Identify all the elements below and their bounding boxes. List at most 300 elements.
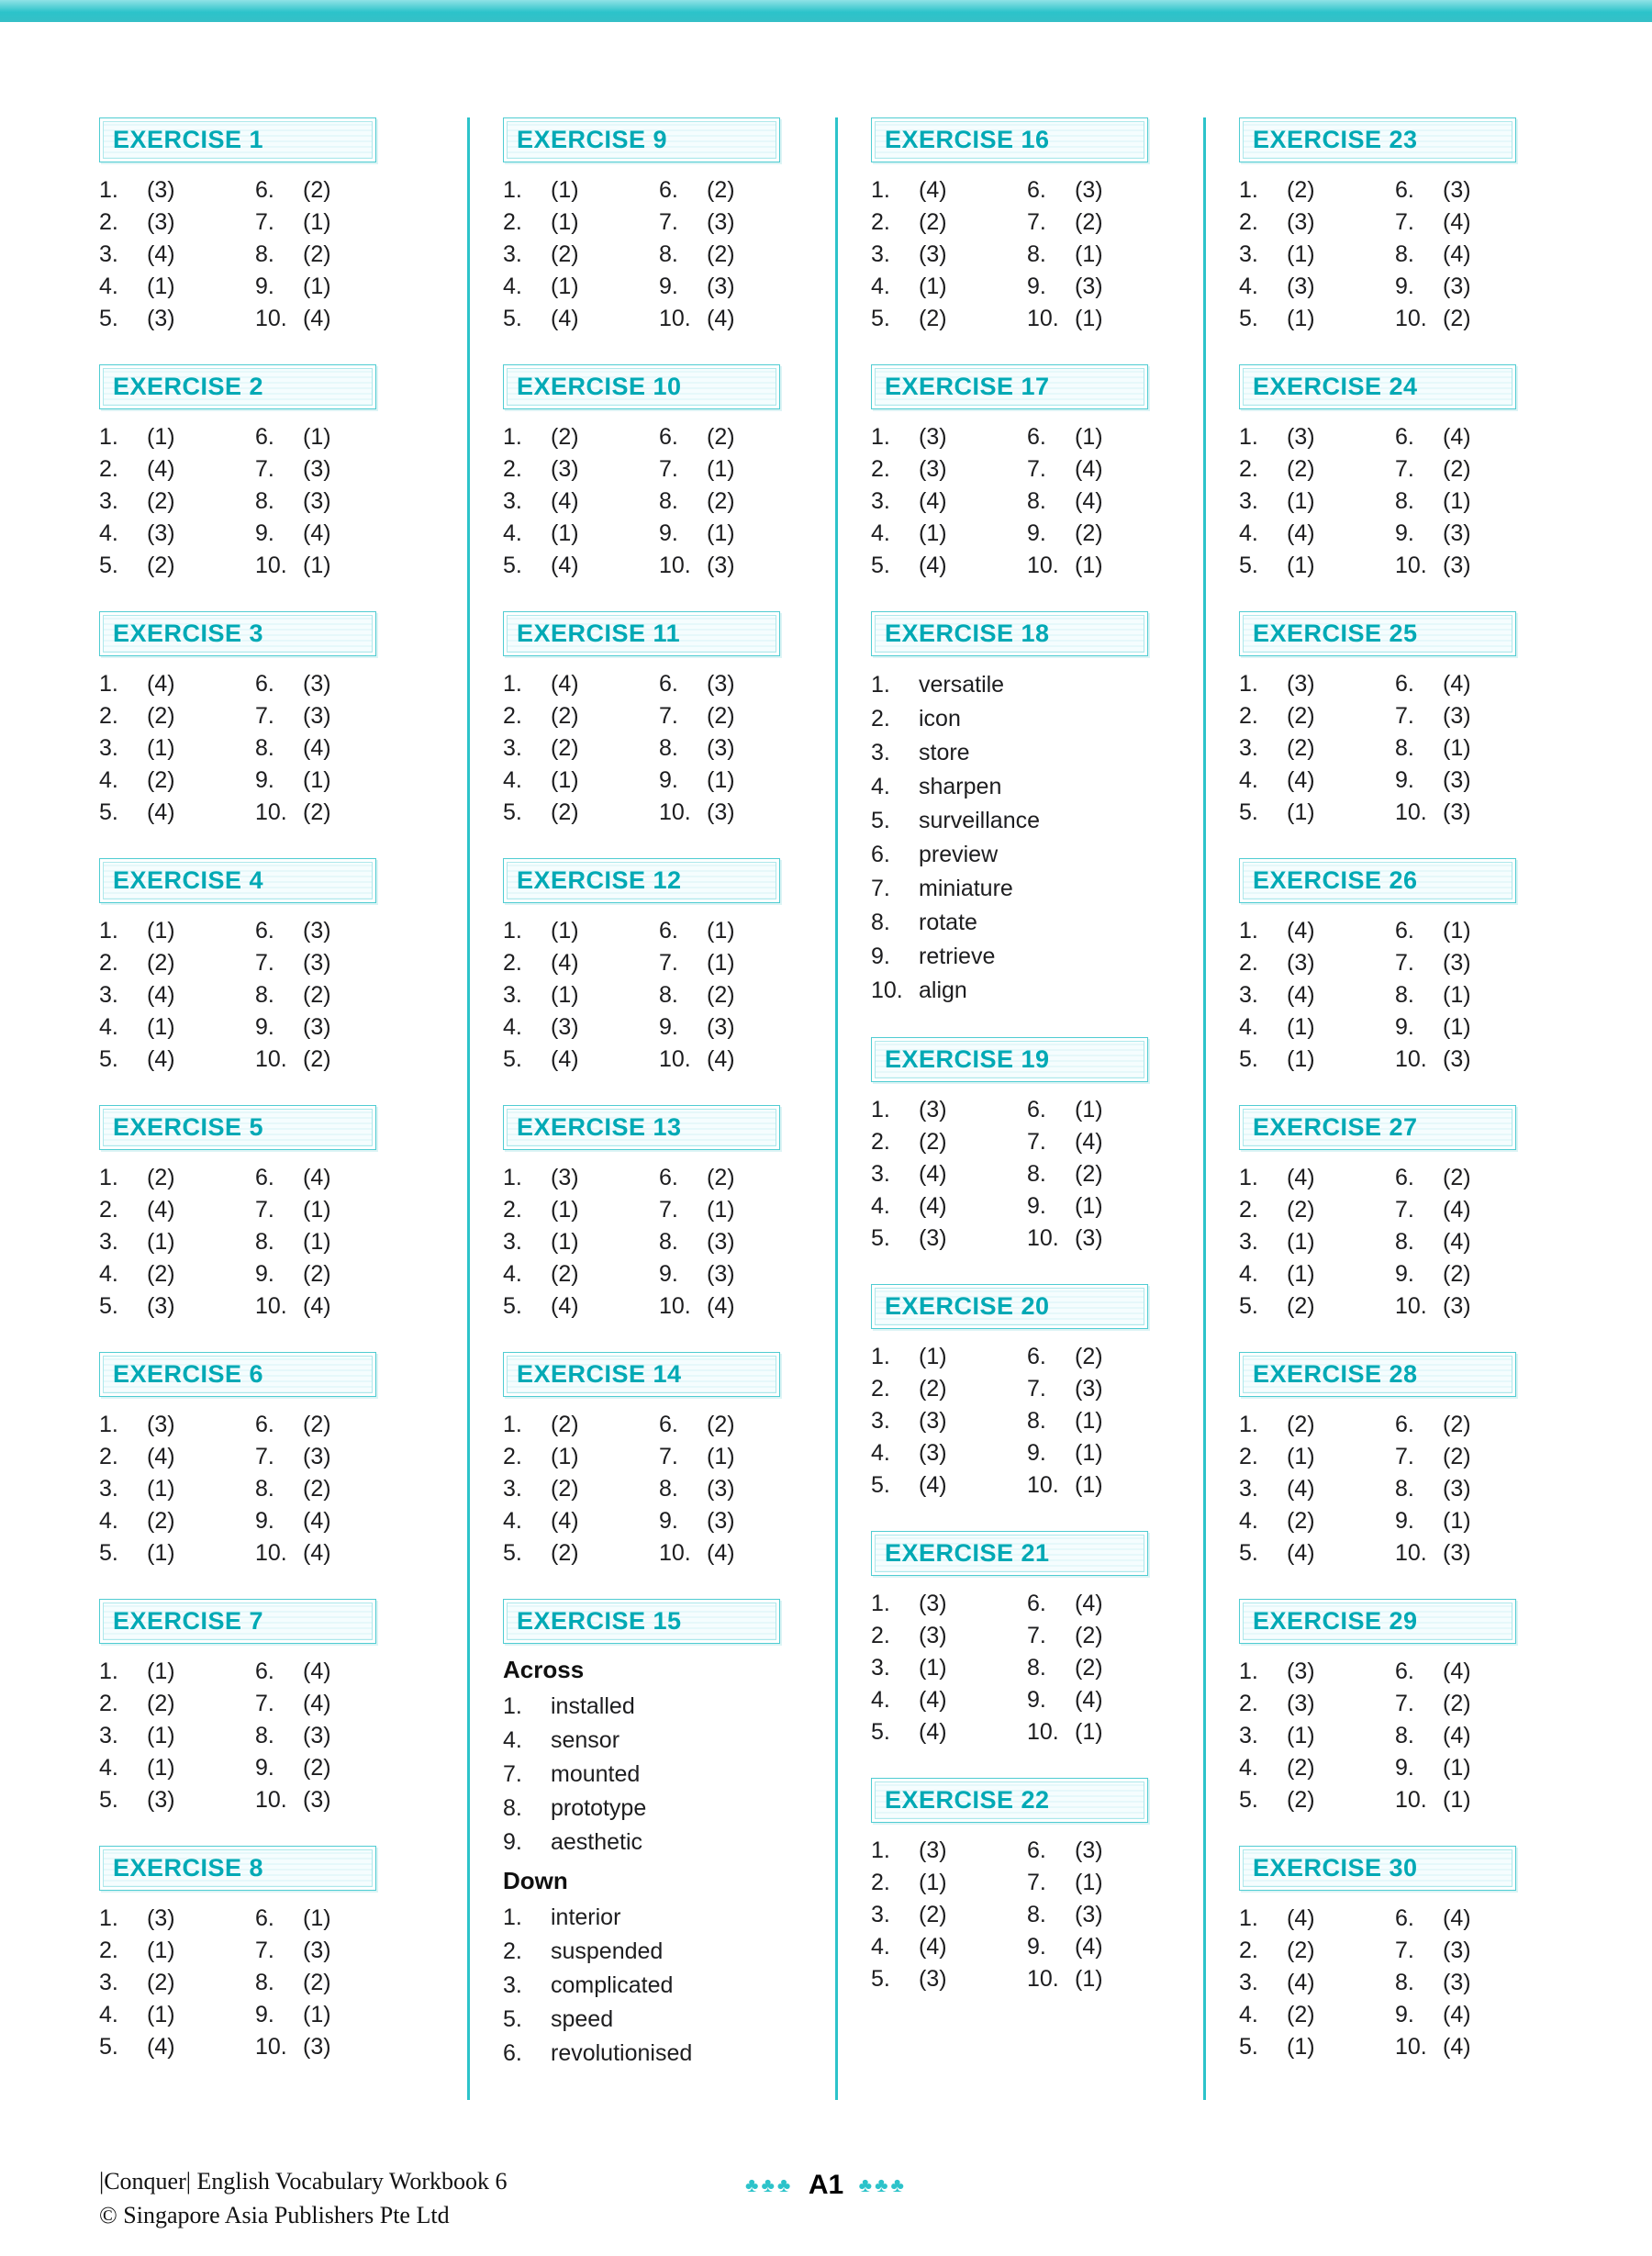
answer-number: 5. [1239, 306, 1258, 331]
answer-row [99, 303, 255, 335]
answer-row [1395, 1537, 1471, 1569]
answer-row [255, 1473, 331, 1505]
answer-number: 7. [1395, 1938, 1414, 1963]
exercise-title: EXERCISE 22 [871, 1778, 1148, 1823]
exercise-block [1239, 611, 1547, 829]
answer-value: (3) [1075, 1225, 1103, 1251]
answer-value: (3) [147, 520, 175, 546]
answer-value: (2) [1075, 1161, 1103, 1187]
answer-value: (1) [303, 1229, 331, 1255]
answer-number: 9. [255, 1508, 274, 1534]
answer-number: 8. [1395, 1723, 1414, 1748]
answer-row [1027, 1963, 1103, 1995]
answer-value: (4) [551, 1046, 579, 1072]
answer-number: 7. [255, 1444, 274, 1469]
answer-value: (4) [551, 671, 579, 697]
answer-value: (2) [551, 1261, 579, 1287]
exercise-block [503, 117, 811, 335]
answer-row [1239, 1656, 1395, 1688]
answer-number: 10. [1027, 1472, 1059, 1498]
answers-grid [871, 1588, 1179, 1748]
answer-value: (1) [1287, 488, 1315, 514]
answer-row [503, 1290, 659, 1323]
answer-row [255, 486, 331, 518]
answer-number: 5. [871, 1225, 890, 1251]
answer-row [1395, 765, 1471, 797]
answer-row [659, 1258, 735, 1290]
answers-right [1395, 1656, 1471, 1816]
answer-row [503, 239, 659, 271]
answer-value: (1) [551, 918, 579, 944]
answer-number: 3. [871, 1655, 890, 1681]
answers-right [1395, 1409, 1471, 1569]
answer-number: 2. [503, 1444, 522, 1469]
answer-number: 5. [99, 306, 118, 331]
answer-number: 10. [659, 1046, 691, 1072]
answer-number: 5. [99, 1293, 118, 1319]
answers-left [1239, 1656, 1395, 1816]
answer-number: 6. [255, 1412, 274, 1437]
answer-number: 10. [1027, 1966, 1059, 1992]
answer-value: (1) [1287, 553, 1315, 578]
answer-row [503, 486, 659, 518]
answer-row [503, 1724, 811, 1758]
exercise-title: EXERCISE 13 [503, 1105, 780, 1150]
answer-number: 8. [255, 735, 274, 761]
answer-number: 7. [1027, 456, 1046, 482]
exercise-title: EXERCISE 12 [503, 858, 780, 903]
answer-row [255, 1409, 331, 1441]
answer-value: (2) [303, 1476, 331, 1502]
answer-row [1239, 1473, 1395, 1505]
answer-number: 2. [1239, 950, 1258, 976]
answer-number: 3. [1239, 1723, 1258, 1748]
answer-value: (3) [551, 1014, 579, 1040]
answer-value: (1) [1287, 1444, 1315, 1469]
answer-row [255, 732, 331, 765]
answer-number: 8. [1027, 1655, 1046, 1681]
top-accent-bar [0, 0, 1652, 22]
answer-number: 3. [503, 982, 522, 1008]
exercise-title: EXERCISE 21 [871, 1531, 1148, 1576]
answer-row [99, 1505, 255, 1537]
exercise-block [99, 117, 443, 335]
answer-row [503, 207, 659, 239]
answer-number: 3. [99, 1970, 118, 1995]
answer-value: (1) [147, 1938, 175, 1963]
answer-number: 4. [871, 774, 890, 799]
exercise-title: EXERCISE 1 [99, 117, 376, 162]
answer-value: (1) [1075, 1408, 1103, 1434]
answers-right [255, 1162, 331, 1323]
answer-row [871, 1341, 1027, 1373]
answers-left [871, 1835, 1027, 1995]
answer-row [871, 518, 1027, 550]
answer-number: 4. [1239, 1261, 1258, 1287]
answer-value: (2) [707, 241, 735, 267]
answer-value: (1) [551, 177, 579, 203]
answer-number: 3. [871, 1902, 890, 1927]
answer-number: 3. [503, 241, 522, 267]
exercise-block [503, 1599, 811, 2071]
answer-row [255, 2031, 331, 2063]
answer-value: (2) [1443, 306, 1471, 331]
answer-value: retrieve [919, 944, 996, 969]
answer-number: 1. [1239, 1165, 1258, 1190]
answer-value: (1) [1287, 2034, 1315, 2060]
answer-number: 5. [871, 1719, 890, 1745]
answer-row [503, 732, 659, 765]
answer-row [1239, 979, 1395, 1011]
answers-grid [1239, 174, 1547, 335]
answer-number: 10. [255, 1293, 287, 1319]
answer-row [871, 1223, 1027, 1255]
answers-grid [99, 1162, 443, 1323]
answer-value: (3) [919, 1837, 947, 1863]
exercise-title: EXERCISE 23 [1239, 117, 1516, 162]
exercise-title: EXERCISE 2 [99, 364, 376, 409]
answer-value: (1) [1075, 1440, 1103, 1466]
answer-row [503, 303, 659, 335]
answer-row [99, 915, 255, 947]
answers-left [99, 1162, 255, 1323]
answer-value: (1) [303, 1905, 331, 1931]
answer-number: 8. [1027, 1902, 1046, 1927]
answer-number: 3. [503, 1972, 522, 1998]
answer-row [503, 1258, 659, 1290]
answer-number: 7. [1395, 950, 1414, 976]
answer-number: 5. [871, 553, 890, 578]
exercise-title: EXERCISE 5 [99, 1105, 376, 1150]
answer-number: 2. [1239, 1691, 1258, 1716]
answer-number: 4. [99, 1755, 118, 1781]
answer-row [1395, 979, 1471, 1011]
answer-value: (2) [707, 1412, 735, 1437]
answer-number: 8. [1395, 241, 1414, 267]
answer-number: 1. [503, 1693, 522, 1719]
answer-number: 8. [1395, 1476, 1414, 1502]
answer-value: (1) [147, 424, 175, 450]
answer-value: align [919, 977, 967, 1003]
answer-row [871, 940, 1179, 974]
answer-number: 5. [1239, 1046, 1258, 1072]
answer-value: (4) [707, 1293, 735, 1319]
answer-value: (3) [303, 1938, 331, 1963]
exercise-block [1239, 1105, 1547, 1323]
answer-value: (1) [1287, 1723, 1315, 1748]
exercise-title: EXERCISE 25 [1239, 611, 1516, 656]
answer-row [255, 1258, 331, 1290]
answer-value: (2) [919, 1902, 947, 1927]
answer-row [1027, 1899, 1103, 1931]
column-3 [835, 117, 1203, 2100]
answer-number: 6. [255, 671, 274, 697]
answer-number: 4. [99, 2002, 118, 2027]
answer-row [871, 1620, 1027, 1652]
answer-number: 6. [255, 1658, 274, 1684]
answer-number: 5. [503, 1540, 522, 1566]
answer-number: 7. [659, 1197, 678, 1223]
answer-value: (1) [303, 209, 331, 235]
answer-value: (2) [551, 703, 579, 729]
answer-number: 6. [255, 177, 274, 203]
answer-value: (3) [707, 274, 735, 299]
answer-row [871, 1684, 1027, 1716]
answer-row [659, 174, 735, 207]
answer-number: 6. [1027, 1591, 1046, 1616]
answer-value: (3) [919, 1440, 947, 1466]
answers-right [1395, 668, 1471, 829]
answer-value: (3) [1287, 1691, 1315, 1716]
answer-value: (2) [1075, 1623, 1103, 1648]
answer-value: (4) [1443, 1229, 1471, 1255]
answer-number: 9. [659, 767, 678, 793]
answer-value: (1) [551, 209, 579, 235]
answers-grid [503, 174, 811, 335]
answer-row [1239, 453, 1395, 486]
answer-number: 6. [1027, 1097, 1046, 1122]
answer-number: 4. [1239, 274, 1258, 299]
answer-row [871, 271, 1027, 303]
answer-number: 1. [1239, 1905, 1258, 1931]
answer-row [1239, 421, 1395, 453]
answer-value: (3) [919, 1966, 947, 1992]
answers-grid [99, 174, 443, 335]
answer-row [1027, 1158, 1103, 1190]
answer-row [1239, 732, 1395, 765]
answer-number: 3. [99, 1476, 118, 1502]
answer-row [99, 1162, 255, 1194]
exercise-block [503, 858, 811, 1076]
answers-grid [99, 1656, 443, 1816]
answer-number: 7. [255, 1197, 274, 1223]
answer-value: (2) [1075, 520, 1103, 546]
exercise-block [99, 858, 443, 1076]
answer-row [255, 700, 331, 732]
answer-row [255, 1044, 331, 1076]
answer-row [659, 518, 735, 550]
answer-number: 10. [1395, 2034, 1427, 2060]
answer-value: (2) [147, 1508, 175, 1534]
answer-value: (2) [147, 703, 175, 729]
answer-number: 9. [1395, 1014, 1414, 1040]
answer-number: 2. [1239, 1938, 1258, 1963]
answer-number: 10. [1395, 306, 1427, 331]
answer-number: 9. [1027, 274, 1046, 299]
answer-row [99, 271, 255, 303]
answer-value: (4) [919, 1472, 947, 1498]
answer-value: (4) [1443, 1197, 1471, 1223]
exercise-block [871, 1037, 1179, 1255]
answers-left [871, 1588, 1027, 1748]
answer-row [503, 1162, 659, 1194]
answer-value: (2) [551, 1476, 579, 1502]
answer-number: 8. [871, 910, 890, 935]
answer-number: 6. [659, 671, 678, 697]
answer-row [255, 421, 331, 453]
answer-value: (4) [303, 1658, 331, 1684]
answer-number: 10. [255, 1787, 287, 1813]
answer-row [659, 303, 735, 335]
answer-number: 2. [99, 1691, 118, 1716]
exercise-block [871, 611, 1179, 1008]
answer-row [1395, 421, 1471, 453]
answer-number: 4. [99, 767, 118, 793]
answer-row [1027, 271, 1103, 303]
answer-number: 5. [871, 306, 890, 331]
answer-number: 1. [1239, 1412, 1258, 1437]
answer-value: (4) [1287, 1476, 1315, 1502]
answer-value: (1) [551, 274, 579, 299]
answer-row [503, 1969, 811, 2003]
answer-row [1027, 1716, 1103, 1748]
answer-value: (3) [1287, 950, 1315, 976]
answer-number: 8. [1027, 488, 1046, 514]
answer-value: (2) [147, 1970, 175, 1995]
answer-number: 4. [871, 520, 890, 546]
footer [99, 2164, 508, 2232]
answer-value: (3) [707, 553, 735, 578]
answer-value: (3) [1443, 799, 1471, 825]
answer-value: (4) [147, 982, 175, 1008]
answer-row [659, 1290, 735, 1323]
answer-number: 3. [503, 735, 522, 761]
answer-row [1027, 486, 1103, 518]
answer-row [99, 518, 255, 550]
answer-number: 6. [659, 424, 678, 450]
answer-key-page [0, 117, 1652, 2100]
answer-number: 10. [1027, 306, 1059, 331]
answer-number: 5. [1239, 1540, 1258, 1566]
answer-number: 8. [1027, 241, 1046, 267]
answer-row [255, 239, 331, 271]
answer-value: (1) [1075, 241, 1103, 267]
answer-row [503, 1011, 659, 1044]
answers-left [871, 1094, 1027, 1255]
answer-row [503, 2003, 811, 2037]
answer-row [871, 1588, 1027, 1620]
answer-value: (1) [707, 767, 735, 793]
answer-number: 2. [871, 1129, 890, 1155]
answer-row [503, 797, 659, 829]
answer-number: 10. [1395, 1293, 1427, 1319]
answer-row [1395, 1999, 1471, 2031]
answer-row [1395, 1967, 1471, 1999]
answer-value: (3) [303, 1014, 331, 1040]
answer-number: 1. [871, 1344, 890, 1369]
answer-row [659, 1011, 735, 1044]
answer-row [1395, 303, 1471, 335]
answer-value: (4) [147, 671, 175, 697]
answer-row [255, 207, 331, 239]
answer-value: interior [551, 1904, 621, 1930]
answers-left [1239, 1409, 1395, 1569]
answer-row [99, 486, 255, 518]
answer-row [871, 239, 1027, 271]
answer-number: 4. [99, 274, 118, 299]
answer-value: (1) [1443, 1508, 1471, 1534]
answer-row [255, 174, 331, 207]
answers-grid [871, 1341, 1179, 1502]
answer-number: 5. [99, 1787, 118, 1813]
column-1 [99, 117, 467, 2100]
answer-number: 5. [1239, 799, 1258, 825]
answer-row [255, 1999, 331, 2031]
answer-row [1239, 1290, 1395, 1323]
answer-value: (3) [303, 918, 331, 944]
answers-grid [871, 1094, 1179, 1255]
answer-number: 9. [255, 1014, 274, 1040]
answer-row [1239, 1688, 1395, 1720]
answer-value: (1) [919, 520, 947, 546]
answer-number: 6. [1395, 1165, 1414, 1190]
answer-row [503, 915, 659, 947]
answer-value: (3) [707, 1476, 735, 1502]
answer-row [1395, 550, 1471, 582]
answer-number: 6. [255, 1165, 274, 1190]
answer-number: 7. [1395, 1691, 1414, 1716]
answer-value: (3) [707, 1229, 735, 1255]
answer-row [1239, 1537, 1395, 1569]
answer-number: 8. [1395, 982, 1414, 1008]
answers-left [99, 1409, 255, 1569]
answer-value: (3) [919, 424, 947, 450]
answer-number: 3. [871, 488, 890, 514]
answer-number: 3. [99, 241, 118, 267]
answer-number: 5. [871, 1472, 890, 1498]
answer-value: (4) [1443, 1658, 1471, 1684]
answer-value: (1) [1287, 306, 1315, 331]
answer-value: (4) [919, 488, 947, 514]
answer-value: (3) [1075, 177, 1103, 203]
exercise-title: EXERCISE 18 [871, 611, 1148, 656]
answers-left [871, 174, 1027, 335]
answer-row [255, 1441, 331, 1473]
answer-row [1239, 550, 1395, 582]
answer-number: 2. [871, 1376, 890, 1402]
answer-row [503, 979, 659, 1011]
answer-value: (4) [919, 177, 947, 203]
answer-row [871, 1931, 1027, 1963]
answers-grid [871, 421, 1179, 582]
answer-row [1027, 1469, 1103, 1502]
answer-number: 9. [1395, 1508, 1414, 1534]
answer-row [1395, 1720, 1471, 1752]
answer-value: (4) [303, 520, 331, 546]
exercise-block [871, 117, 1179, 335]
answer-row [1239, 1441, 1395, 1473]
answer-row [1395, 1688, 1471, 1720]
answer-row [99, 947, 255, 979]
answer-value: (3) [1443, 520, 1471, 546]
answer-number: 1. [99, 177, 118, 203]
section-heading: Across [503, 1656, 585, 1683]
answer-value: (4) [303, 1293, 331, 1319]
answer-value: (2) [551, 799, 579, 825]
answer-row [659, 1194, 735, 1226]
answer-number: 5. [871, 1966, 890, 1992]
answer-number: 7. [659, 209, 678, 235]
answer-number: 2. [871, 706, 890, 732]
answer-row [871, 906, 1179, 940]
answer-value: (1) [551, 767, 579, 793]
answer-row [99, 1752, 255, 1784]
answer-row [503, 1194, 659, 1226]
answer-number: 1. [871, 672, 890, 698]
answer-number: 4. [1239, 1508, 1258, 1534]
answer-value: (2) [1287, 1755, 1315, 1781]
answer-value: (1) [147, 1540, 175, 1566]
